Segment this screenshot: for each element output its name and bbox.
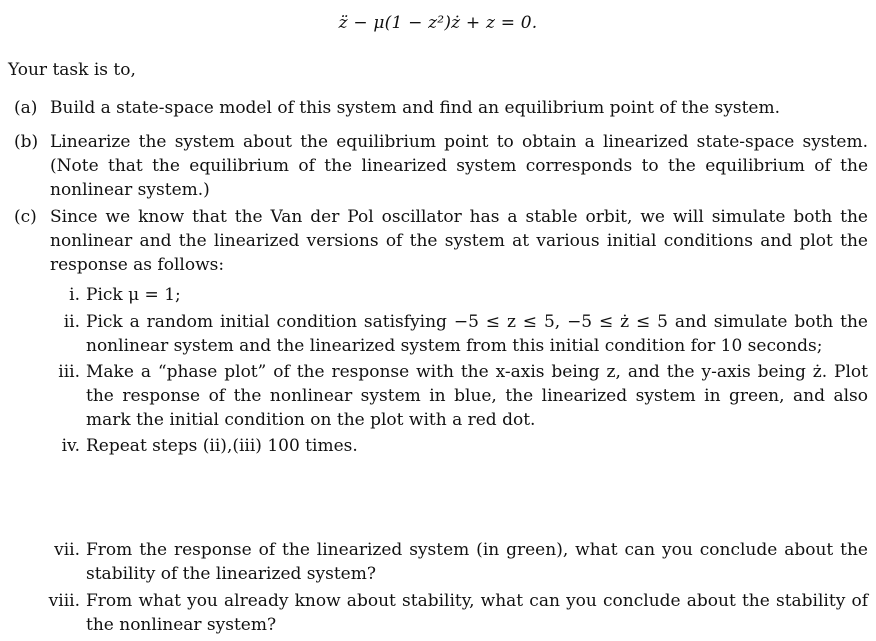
subtask-text-vii: From the response of the linearized system (in green), what can you conclude about the stability of the linearized system? [86,540,868,584]
subtask-label-iii: iii. [58,362,80,382]
subtask-item-viii [48,589,868,637]
subtask-item-vii [54,538,868,586]
subtask-label-vii: vii. [54,540,80,560]
task-item-b [14,130,868,202]
subtask-item-iii [58,360,868,432]
subtask-label-ii: ii. [63,312,80,332]
subtask-item-ii [63,310,868,358]
subtask-item-iv [61,434,868,458]
intro-text: Your task is to, [8,60,136,80]
task-label-b: (b) [14,132,39,152]
task-item-c [14,205,868,277]
task-item-a [14,96,868,120]
task-text-c: Since we know that the Van der Pol oscillator has a stable orbit, we will simulate both the nonlinear and the linearized versions of the system at various initial conditions and plot the response as follows: [50,207,868,275]
subtask-text-viii: From what you already know about stability, what can you conclude about the stability of the nonlinear system? [86,591,868,635]
van-der-pol-equation: z̈ − μ(1 − z²)ż + z = 0. [338,13,538,33]
subtask-text-iv: Repeat steps (ii),(iii) 100 times. [86,436,358,456]
task-label-a: (a) [14,98,38,118]
subtask-label-i: i. [69,285,80,305]
task-text-b: Linearize the system about the equilibrium point to obtain a linearized state-space system. (Note that the equilibrium of the linearized system corresponds to the equilibrium of the nonlinear system.) [50,132,868,200]
subtask-label-viii: viii. [48,591,80,611]
subtask-text-ii: Pick a random initial condition satisfying −5 ≤ z ≤ 5, −5 ≤ ż ≤ 5 and simulate both the nonlinear system and the linearized system from this initial condition for 10 seconds; [86,312,868,356]
subtask-item-i [69,283,868,307]
subtask-text-i: Pick μ = 1; [86,285,181,305]
subtask-text-iii: Make a “phase plot” of the response with the x-axis being z, and the y-axis being ż. Plot the response of the nonlinear system in blue, the linearized system in green, and also mark the initial condition on the plot with a red dot. [86,362,868,430]
task-text-a: Build a state-space model of this system and find an equilibrium point of the system. [50,98,781,118]
subtask-label-iv: iv. [61,436,80,456]
task-label-c: (c) [14,207,37,227]
